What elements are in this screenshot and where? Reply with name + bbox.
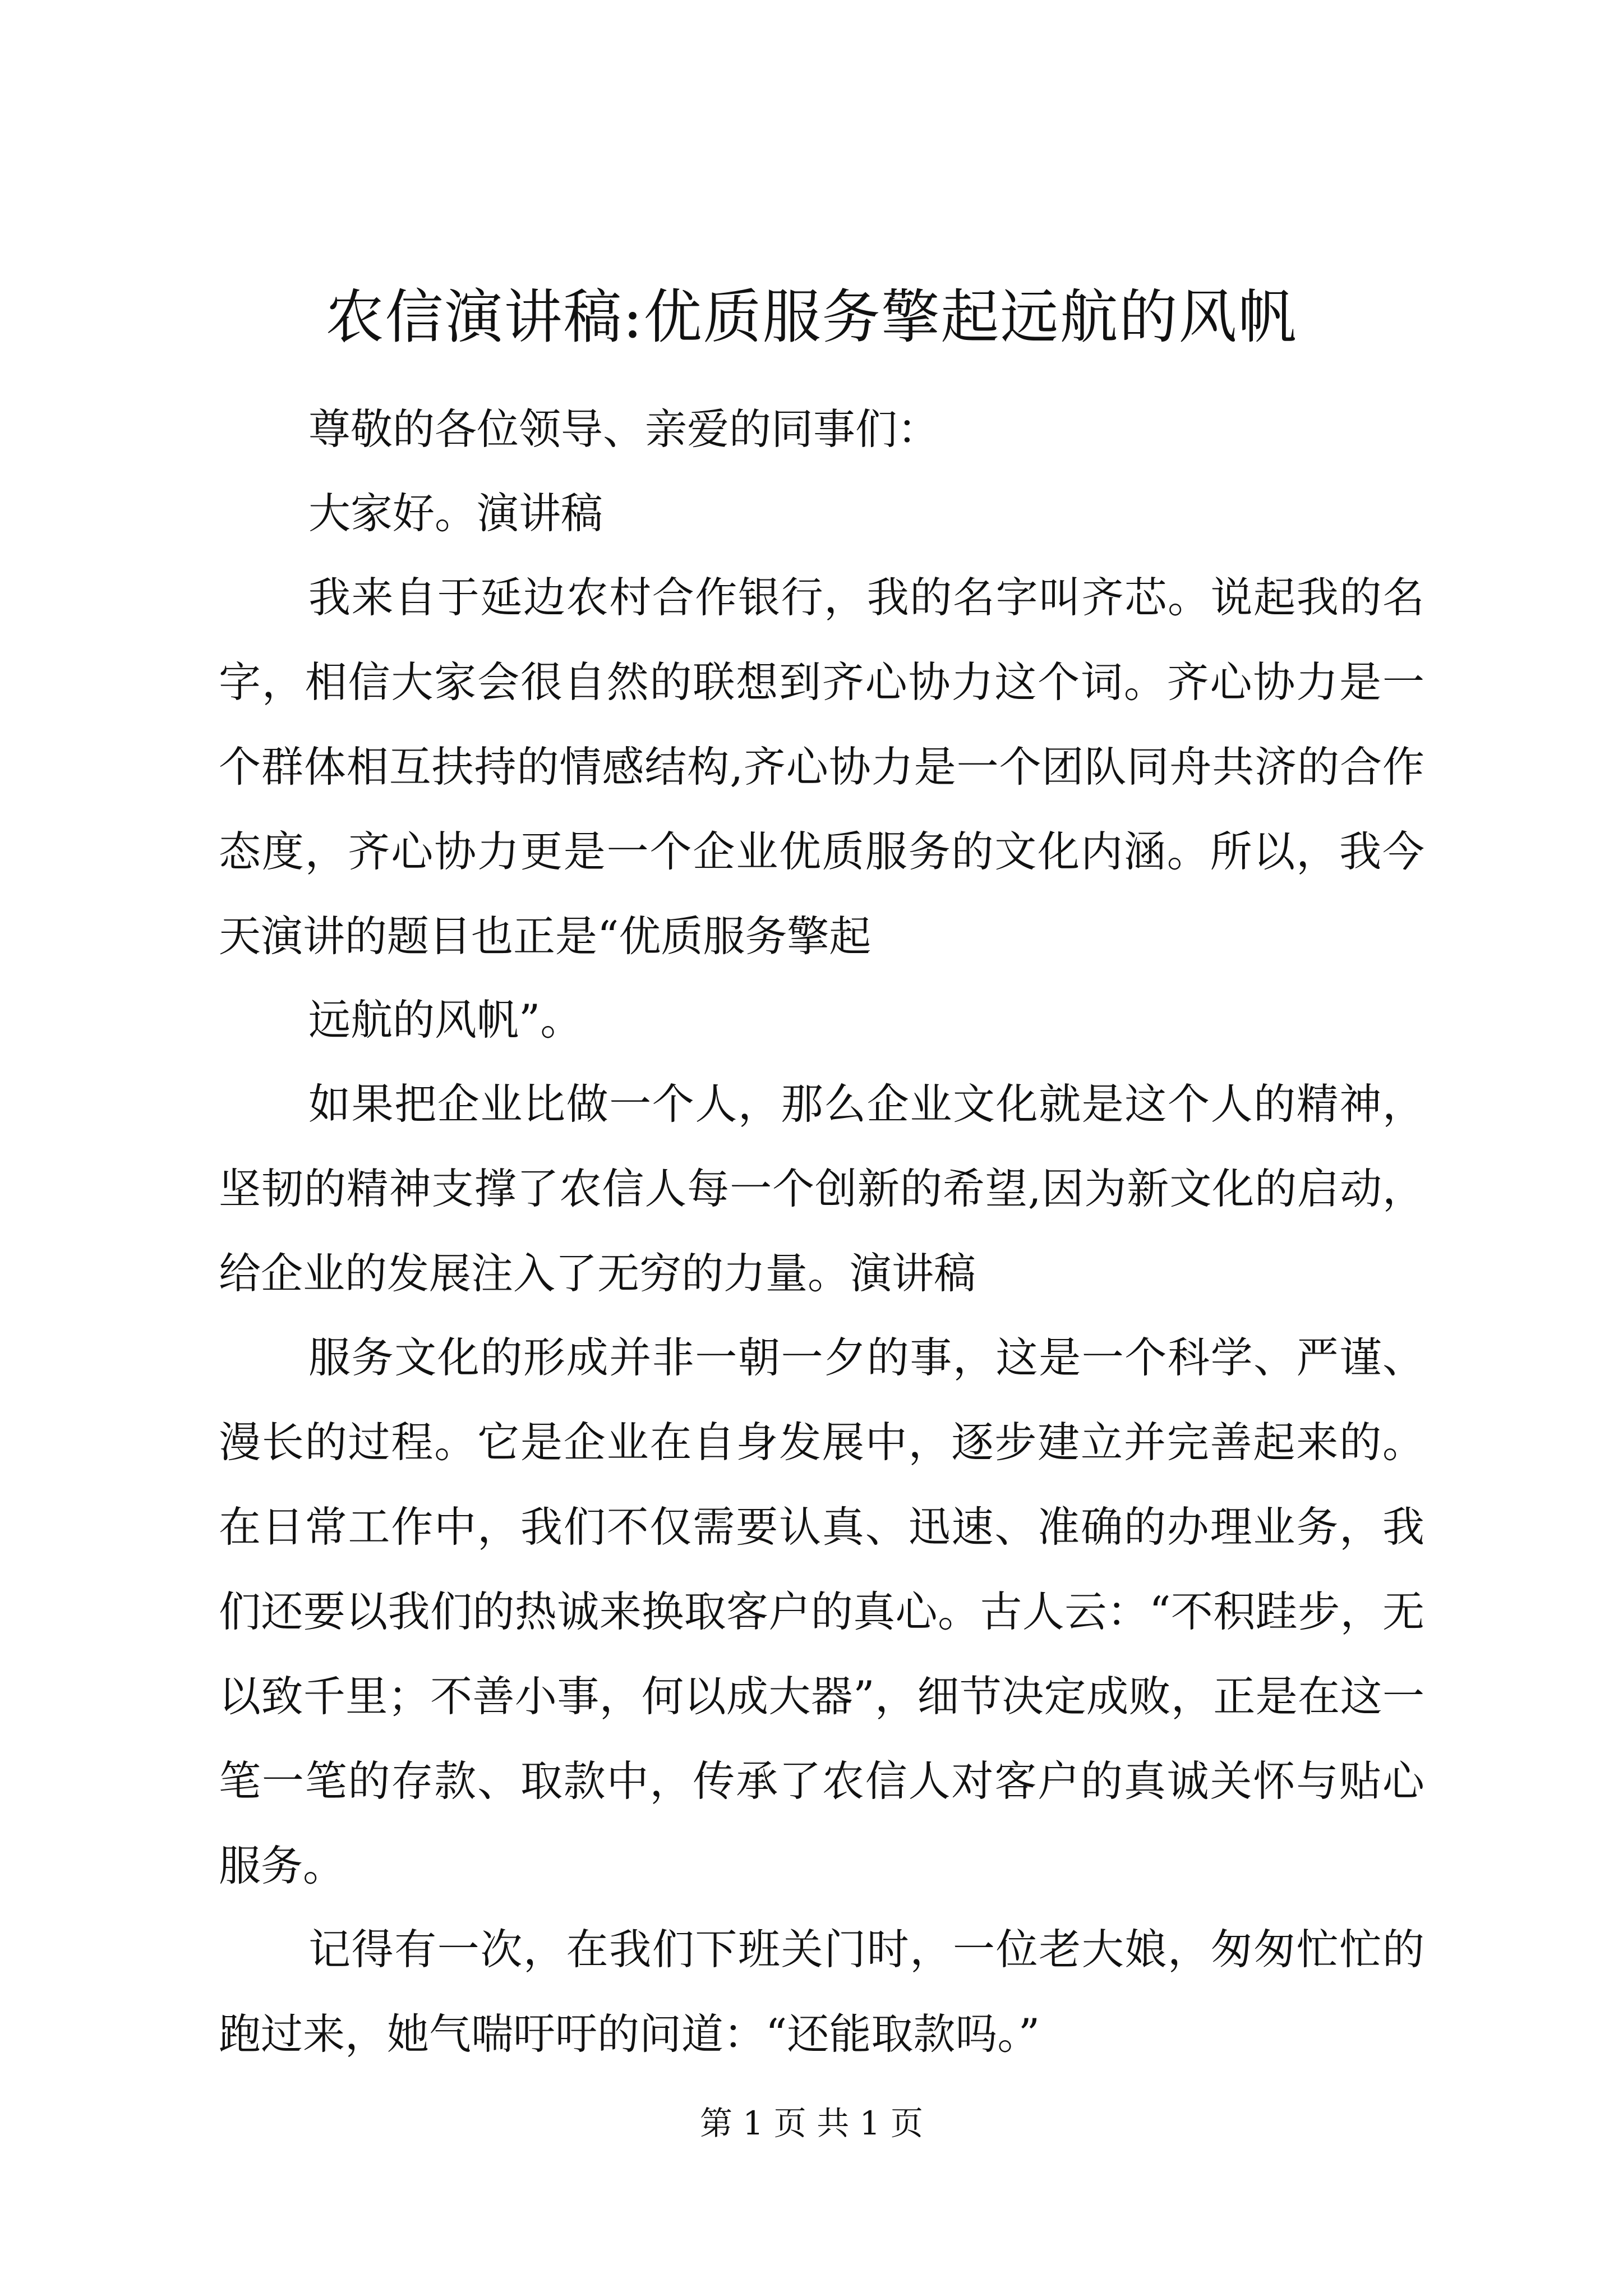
paragraph-corporate-culture: 如果把企业比做一个人，那么企业文化就是这个人的精神，坚韧的精神支撑了农信人每一个创新的希望,因为新文化的启动，给企业的发展注入了无穷的力量。演讲稿: [219, 1079, 1424, 1298]
paragraph-anecdote: 记得有一次，在我们下班关门时，一位老大娘，匆匆忙忙的跑过来，她气喘吁吁的问道：“还能取款吗。”: [219, 1925, 1424, 2059]
paragraph-greeting: 大家好。演讲稿: [308, 489, 603, 538]
page-footer: 第 1 页 共 1 页: [700, 2104, 923, 2142]
document-title: 农信演讲稿:优质服务擎起远航的风帆: [325, 283, 1298, 351]
paragraph-title-continuation: 远航的风帆”。: [308, 995, 583, 1045]
paragraph-introduction: 我来自于延边农村合作银行，我的名字叫齐芯。说起我的名字，相信大家会很自然的联想到齐心协力这个词。齐心协力是一个群体相互扶持的情感结构,齐心协力是一个团队同舟共济的合作态度，齐心协力更是一个企业优质服务的文化内涵。所以，我今天演讲的题目也正是“优质服务擎起: [219, 573, 1424, 961]
paragraph-salutation: 尊敬的各位领导、亲爱的同事们：: [308, 404, 940, 454]
paragraph-service-culture: 服务文化的形成并非一朝一夕的事，这是一个科学、严谨、漫长的过程。它是企业在自身发展中，逐步建立并完善起来的。在日常工作中，我们不仅需要认真、迅速、准确的办理业务，我们还要以我们的热诚来换取客户的真心。古人云：“不积跬步，无以致千里；不善小事，何以成大器”，细节决定成败，正是在这一笔一笔的存款、取款中，传承了农信人对客户的真诚关怀与贴心服务。: [219, 1333, 1424, 1890]
